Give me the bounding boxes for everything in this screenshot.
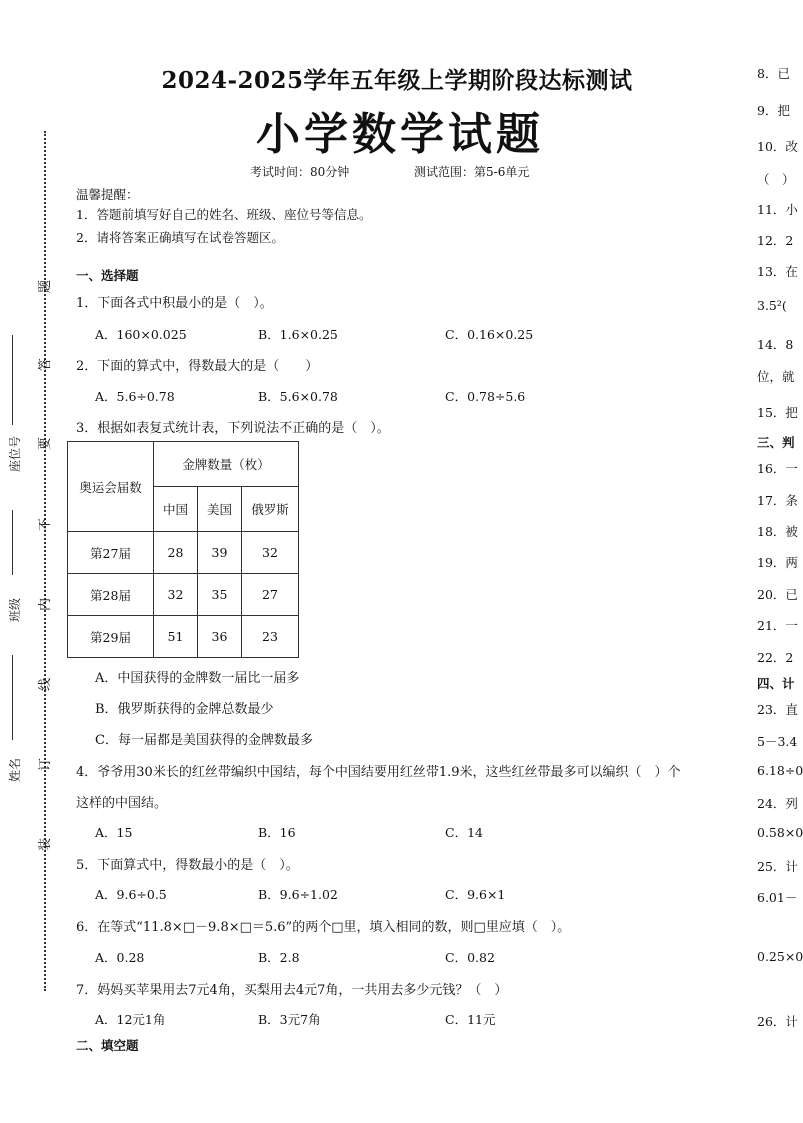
seat-field-line[interactable]	[12, 335, 13, 425]
right-col-text: 26．计	[757, 1014, 798, 1029]
q1-option-c[interactable]: C．0.16×0.25	[445, 327, 534, 342]
right-col-text: 9．把	[757, 103, 790, 118]
question-7-stem: 7．妈妈买苹果用去7元4角，买梨用去4元7角，一共用去多少元钱？（ ）	[76, 983, 508, 998]
right-col-text: 21．一	[757, 618, 798, 633]
table-cell: 第28届	[68, 574, 154, 616]
table-row	[68, 532, 299, 574]
table-cell: 36	[198, 616, 242, 658]
exam-time: 考试时间：80分钟	[250, 165, 350, 179]
right-col-text: 22．2	[757, 650, 794, 665]
binding-char: 答	[38, 357, 54, 372]
table-row-header: 奥运会届数	[68, 442, 154, 532]
right-col-text: 25．计	[757, 859, 798, 874]
binding-char: 内	[38, 597, 54, 612]
table-col-header: 中国	[154, 487, 198, 532]
q4-option-a[interactable]: A．15	[95, 825, 133, 840]
q5-option-b[interactable]: B．9.6÷1.02	[258, 887, 338, 902]
right-col-text: 11．小	[757, 202, 798, 217]
q5-option-a[interactable]: A．9.6÷0.5	[95, 887, 167, 902]
q6-option-b[interactable]: B．2.8	[258, 950, 300, 965]
q3-option-a[interactable]: A．中国获得的金牌数一届比一届多	[95, 671, 300, 686]
q4-option-b[interactable]: B．16	[258, 825, 296, 840]
q1-option-a[interactable]: A．160×0.025	[95, 327, 187, 342]
question-5-stem: 5．下面算式中，得数最小的是（ ）。	[76, 858, 299, 873]
table-cell: 28	[154, 532, 198, 574]
right-col-section: 四、计	[757, 676, 795, 691]
binding-char: 线	[38, 677, 54, 692]
binding-char: 不	[38, 517, 54, 532]
q7-option-c[interactable]: C．11元	[445, 1012, 496, 1027]
table-cell: 第27届	[68, 532, 154, 574]
q2-option-b[interactable]: B．5.6×0.78	[258, 389, 338, 404]
table-cell: 27	[242, 574, 299, 616]
class-field-line[interactable]	[12, 510, 13, 575]
q4-option-c[interactable]: C．14	[445, 825, 483, 840]
exam-title: 2024-2025学年五年级上学期阶段达标测试	[161, 67, 633, 94]
q6-option-a[interactable]: A．0.28	[95, 950, 145, 965]
table-cell: 35	[198, 574, 242, 616]
tips-line: 1．答题前填写好自己的姓名、班级、座位号等信息。	[76, 207, 372, 222]
name-label: 姓名	[8, 757, 22, 782]
table-row	[68, 616, 299, 658]
q5-option-c[interactable]: C．9.6×1	[445, 887, 506, 902]
table-cell: 23	[242, 616, 299, 658]
class-label: 班级	[8, 597, 22, 622]
question-3-stem: 3．根据如表复式统计表，下列说法不正确的是（ ）。	[76, 421, 390, 436]
seat-label: 座位号	[8, 435, 22, 472]
binding-char: 要	[38, 436, 54, 451]
right-col-text: 24．列	[757, 796, 798, 811]
right-col-text: 5－3.4	[757, 734, 798, 749]
name-field-line[interactable]	[12, 655, 13, 740]
binding-dotted-line	[44, 131, 46, 991]
q3-option-b[interactable]: B．俄罗斯获得的金牌总数最少	[95, 702, 274, 717]
q2-option-a[interactable]: A．5.6÷0.78	[95, 389, 175, 404]
table-cell: 32	[154, 574, 198, 616]
q6-option-c[interactable]: C．0.82	[445, 950, 495, 965]
binding-char: 装	[38, 837, 54, 852]
binding-char: 订	[38, 757, 54, 772]
question-2-stem: 2．下面的算式中，得数最大的是（ ）	[76, 359, 319, 374]
right-col-text: 23．直	[757, 702, 798, 717]
tips-heading: 温馨提醒：	[76, 187, 139, 202]
right-col-text: 13．在	[757, 264, 798, 279]
table-cell: 第29届	[68, 616, 154, 658]
medal-stats-table	[67, 441, 299, 658]
right-col-text: 6.18÷0	[757, 763, 803, 778]
right-col-text: 19．两	[757, 555, 798, 570]
right-col-text: 0.25×0	[757, 949, 803, 964]
question-4-stem: 4．爷爷用30米长的红丝带编织中国结，每个中国结要用红丝带1.9米，这些红丝带最多可以编织（ ）个	[76, 765, 681, 780]
right-col-text: 0.58×0	[757, 825, 803, 840]
right-col-text: 16．一	[757, 461, 798, 476]
table-cell: 39	[198, 532, 242, 574]
right-col-text: 20．已	[757, 587, 798, 602]
right-col-text: 18．被	[757, 524, 798, 539]
q1-option-b[interactable]: B．1.6×0.25	[258, 327, 338, 342]
right-col-text: 位，就	[757, 369, 795, 384]
right-col-text: 15．把	[757, 405, 798, 420]
right-col-text: 6.01－	[757, 890, 798, 905]
right-col-text: 12．2	[757, 233, 794, 248]
table-col-header: 俄罗斯	[242, 487, 299, 532]
right-col-text: 10．改	[757, 139, 798, 154]
question-4-stem-cont: 这样的中国结。	[76, 796, 168, 811]
q7-option-a[interactable]: A．12元1角	[95, 1012, 166, 1027]
exam-scope: 测试范围：第5-6单元	[414, 165, 530, 179]
table-col-header: 美国	[198, 487, 242, 532]
right-col-text: （ ）	[757, 172, 795, 187]
q3-option-c[interactable]: C．每一届都是美国获得的金牌数最多	[95, 733, 313, 748]
right-col-text: 14．8	[757, 337, 794, 352]
right-col-text: 3.5²(	[757, 298, 787, 313]
section-heading-fill: 二、填空题	[76, 1038, 139, 1053]
tips-line: 2．请将答案正确填写在试卷答题区。	[76, 230, 284, 245]
question-1-stem: 1．下面各式中积最小的是（ ）。	[76, 296, 273, 311]
right-col-text: 8．已	[757, 66, 790, 81]
table-cell: 32	[242, 532, 299, 574]
binding-char: 题	[38, 279, 54, 294]
section-heading-choice: 一、选择题	[76, 268, 139, 283]
q2-option-c[interactable]: C．0.78÷5.6	[445, 389, 526, 404]
question-6-stem: 6．在等式“11.8×□－9.8×□＝5.6”的两个□里，填入相同的数，则□里应填（ ）。	[76, 920, 571, 935]
table-row	[68, 574, 299, 616]
table-cell: 51	[154, 616, 198, 658]
q7-option-b[interactable]: B．3元7角	[258, 1012, 321, 1027]
table-group-header: 金牌数量（枚）	[154, 442, 299, 487]
right-col-section: 三、判	[757, 435, 795, 450]
exam-subtitle: 小学数学试题	[256, 109, 544, 160]
right-col-text: 17．条	[757, 493, 798, 508]
